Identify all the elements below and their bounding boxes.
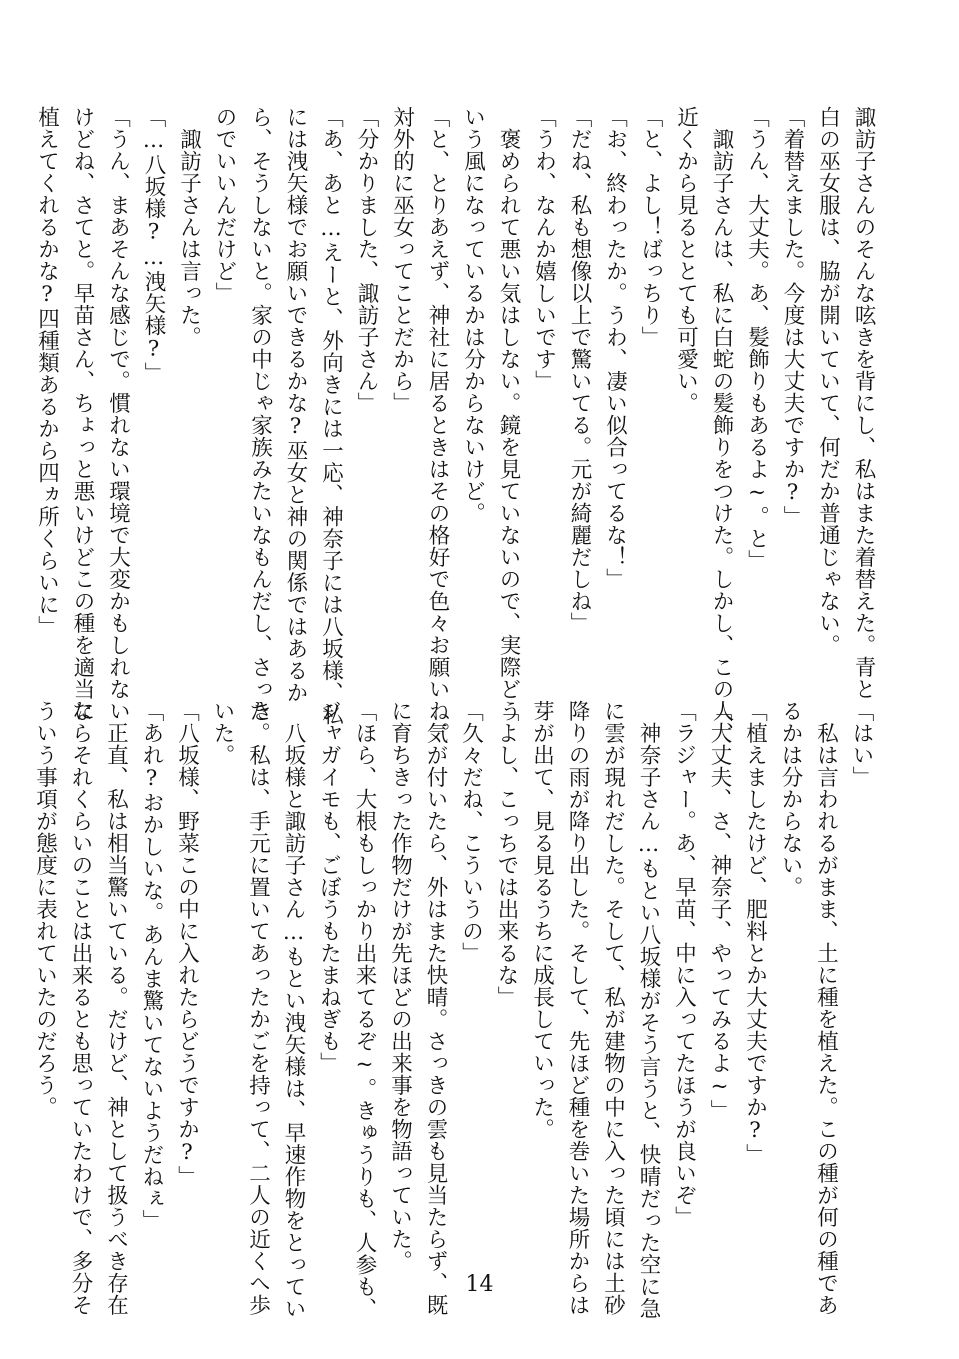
text-line: に育ちきった作物だけが先ほどの出来事を物語っていた。 bbox=[387, 700, 413, 1272]
text-line: 「あれ?おかしいな。あんま驚いてないようだねぇ」 bbox=[139, 700, 164, 1232]
text-line: 「ラジャー。あ、早苗、中に入ってたほうが良いぞ」 bbox=[671, 700, 697, 1228]
text-line: 八坂様と諏訪子さん…もとい洩矢様は、早速作物をとってい bbox=[281, 700, 306, 1320]
text-line: 「と、よし！ばっちり」 bbox=[638, 106, 663, 348]
text-line: 「だね、私も想像以上で驚いてる。元が綺麗だしね」 bbox=[567, 106, 592, 634]
text-line: のでいいんだけど」 bbox=[212, 106, 237, 304]
text-line: 諏訪子さんのそんな呟きを背にし、私はまた着替えた。青と bbox=[851, 106, 876, 700]
text-line: 「…八坂様?…洩矢様?」 bbox=[141, 106, 166, 384]
text-line: 「と、とりあえず、神社に居るときはその格好で色々お願いね。 bbox=[425, 106, 450, 744]
text-line: 「よし、こっちでは出来るな」 bbox=[494, 700, 519, 1008]
text-line: 「うん、大丈夫。あ、髪飾りもあるよ~。と」 bbox=[744, 106, 770, 572]
text-line: 白の巫女服は、脇が開いていて、何だか普通じゃない。 bbox=[815, 106, 841, 656]
text-line: 「植えましたけど、肥料とか大丈夫ですか?」 bbox=[742, 700, 768, 1166]
text-line: には洩矢様でお願いできるかな?巫女と神の関係ではあるか bbox=[283, 106, 308, 704]
text-line: 諏訪子さんは、私に白蛇の髪飾りをつけた。しかし、この人、 bbox=[709, 106, 734, 744]
text-line: 神奈子さん…もとい八坂様がそう言うと、快晴だった空に急 bbox=[636, 700, 661, 1320]
text-line: ら、そうしないと。家の中じゃ家族みたいなもんだし、さっき bbox=[247, 106, 273, 722]
text-line: ジャガイモも、ごぼうもたまねぎも」 bbox=[316, 700, 342, 1074]
text-line: 芽が出て、見る見るうちに成長していった。 bbox=[529, 700, 555, 1140]
text-line: 「久々だね、こういうの」 bbox=[458, 700, 484, 964]
text-line: 対外的に巫女ってことだから」 bbox=[389, 106, 415, 414]
text-line: 「分かりました、諏訪子さん」 bbox=[354, 106, 379, 414]
text-line: 「はい」 bbox=[849, 700, 874, 788]
text-line: 「ほら、大根もしっかり出来てるぞ~。きゅうりも、人参も、 bbox=[352, 700, 377, 1320]
text-line: 「八坂様、野菜この中に入れたらどうですか?」 bbox=[174, 700, 200, 1188]
text-line: 「うわ、なんか嬉しいです」 bbox=[531, 106, 557, 392]
text-line: 植えてくれるかな?四種類あるから四ヵ所くらいに」 bbox=[34, 106, 60, 638]
text-line: 気が付いたら、外はまた快晴。さっきの雲も見当たらず、既 bbox=[423, 700, 448, 1316]
text-line: いた。 bbox=[210, 700, 235, 766]
text-line: 「着替えました。今度は大丈夫ですか?」 bbox=[780, 106, 805, 528]
text-line: に雲が現れだした。そして、私が建物の中に入った頃には土砂 bbox=[600, 700, 626, 1316]
text-line: 「大丈夫、さ、神奈子、やってみるよ~」 bbox=[707, 700, 732, 1122]
text-line: 「うん、まあそんな感じで。慣れない環境で大変かもしれない bbox=[105, 106, 131, 722]
text-line: 正直、私は相当驚いている。だけど、神として扱うべき存在 bbox=[103, 700, 129, 1316]
page-number: 14 bbox=[465, 1272, 494, 1297]
text-line: 降りの雨が降り出した。そして、先ほど種を巻いた場所からは bbox=[565, 700, 590, 1316]
text-line: いう風になっているかは分からないけど。 bbox=[460, 106, 486, 524]
text-line: 「あ、あと…えーと、外向きには一応、神奈子には八坂様、私 bbox=[318, 106, 344, 726]
text-line: 「お、終わったか。うわ、凄い似合ってるな！」 bbox=[602, 106, 628, 590]
text-line: るかは分からない。 bbox=[778, 700, 803, 898]
text-line: 私は言われるがまま、土に種を植えた。この種が何の種であ bbox=[813, 700, 839, 1316]
text-line: 褒められて悪い気はしない。鏡を見ていないので、実際どう bbox=[496, 106, 521, 722]
text-line: 諏訪子さんは言った。 bbox=[176, 106, 202, 348]
text-line: 近くから見るととても可愛い。 bbox=[673, 106, 699, 414]
text-line: ういう事項が態度に表れていたのだろう。 bbox=[32, 700, 58, 1118]
text-line: た。私は、手元に置いてあったかごを持って、二人の近くへ歩 bbox=[245, 700, 271, 1316]
text-line: ならそれくらいのことは出来るとも思っていたわけで、多分そ bbox=[68, 700, 93, 1316]
text-line: けどね、さてと。早苗さん、ちょっと悪いけどこの種を適当に bbox=[70, 106, 95, 722]
